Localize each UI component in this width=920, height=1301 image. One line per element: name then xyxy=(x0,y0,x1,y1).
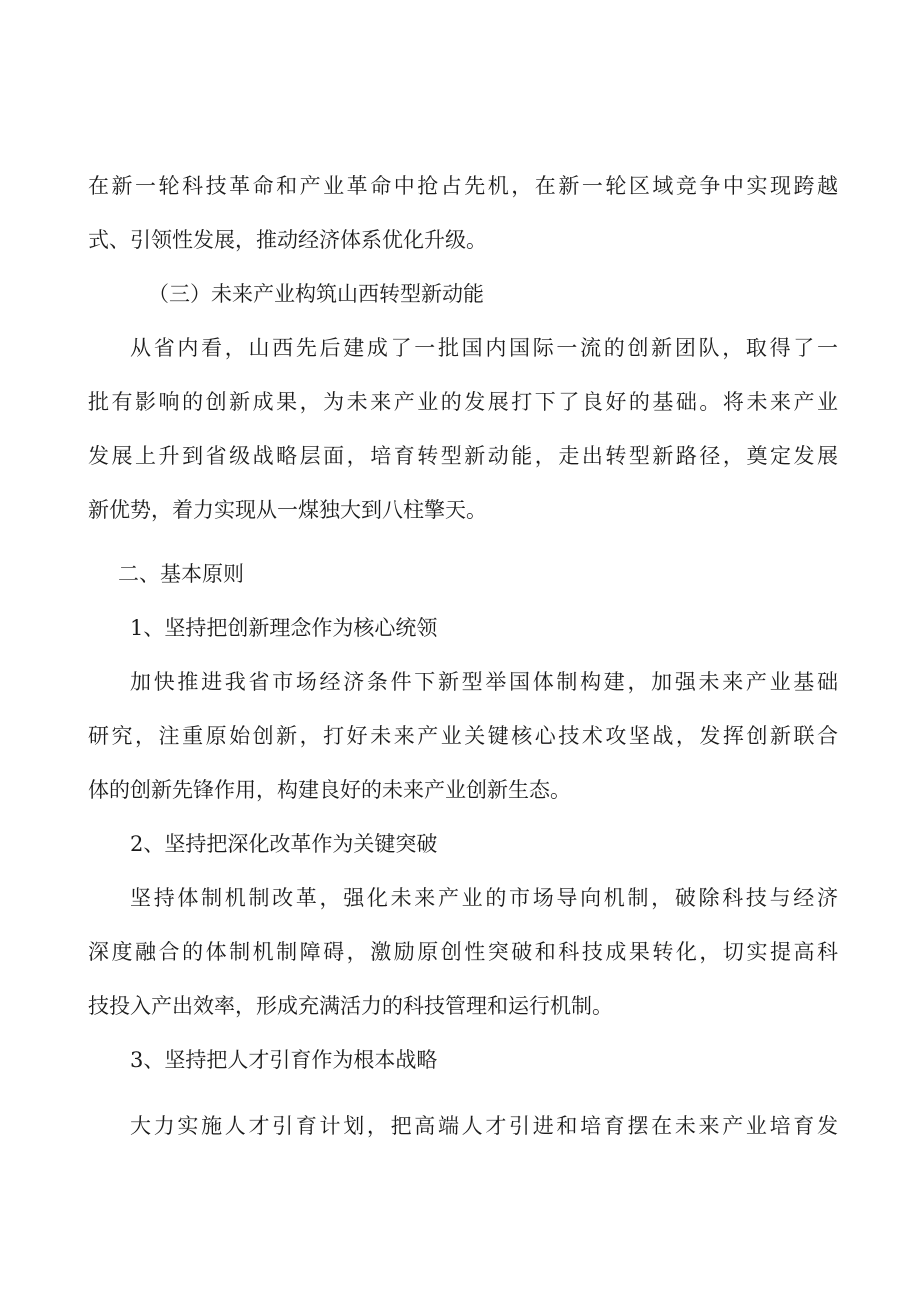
principle-heading: 3、坚持把人才引育作为根本战略 xyxy=(130,1048,438,1072)
section-heading: 二、基本原则 xyxy=(118,562,244,586)
paragraph-line: 加快推进我省市场经济条件下新型举国体制构建，加强未来产业基础 xyxy=(130,670,838,694)
paragraph-line: 技投入产出效率，形成充满活力的科技管理和运行机制。 xyxy=(88,994,613,1018)
paragraph-line: 在新一轮科技革命和产业革命中抢占先机，在新一轮区域竞争中实现跨越 xyxy=(88,174,838,198)
paragraph-line: 深度融合的体制机制障碍，激励原创性突破和科技成果转化，切实提高科 xyxy=(88,940,838,964)
subsection-heading: （三）未来产业构筑山西转型新动能 xyxy=(148,282,484,306)
paragraph-line: 研究，注重原始创新，打好未来产业关键核心技术攻坚战，发挥创新联合 xyxy=(88,724,838,748)
paragraph-line: 从省内看，山西先后建成了一批国内国际一流的创新团队，取得了一 xyxy=(130,336,838,360)
paragraph-line: 大力实施人才引育计划，把高端人才引进和培育摆在未来产业培育发 xyxy=(130,1114,838,1138)
paragraph-line: 发展上升到省级战略层面，培育转型新动能，走出转型新路径，奠定发展 xyxy=(88,444,838,468)
paragraph-line: 坚持体制机制改革，强化未来产业的市场导向机制，破除科技与经济 xyxy=(130,886,838,910)
principle-heading: 1、坚持把创新理念作为核心统领 xyxy=(130,616,438,640)
paragraph-line: 批有影响的创新成果，为未来产业的发展打下了良好的基础。将未来产业 xyxy=(88,390,838,414)
paragraph-line: 体的创新先锋作用，构建良好的未来产业创新生态。 xyxy=(88,778,571,802)
paragraph-line: 式、引领性发展，推动经济体系优化升级。 xyxy=(88,228,487,252)
principle-heading: 2、坚持把深化改革作为关键突破 xyxy=(130,832,438,856)
paragraph-line: 新优势，着力实现从一煤独大到八柱擎天。 xyxy=(88,498,487,522)
